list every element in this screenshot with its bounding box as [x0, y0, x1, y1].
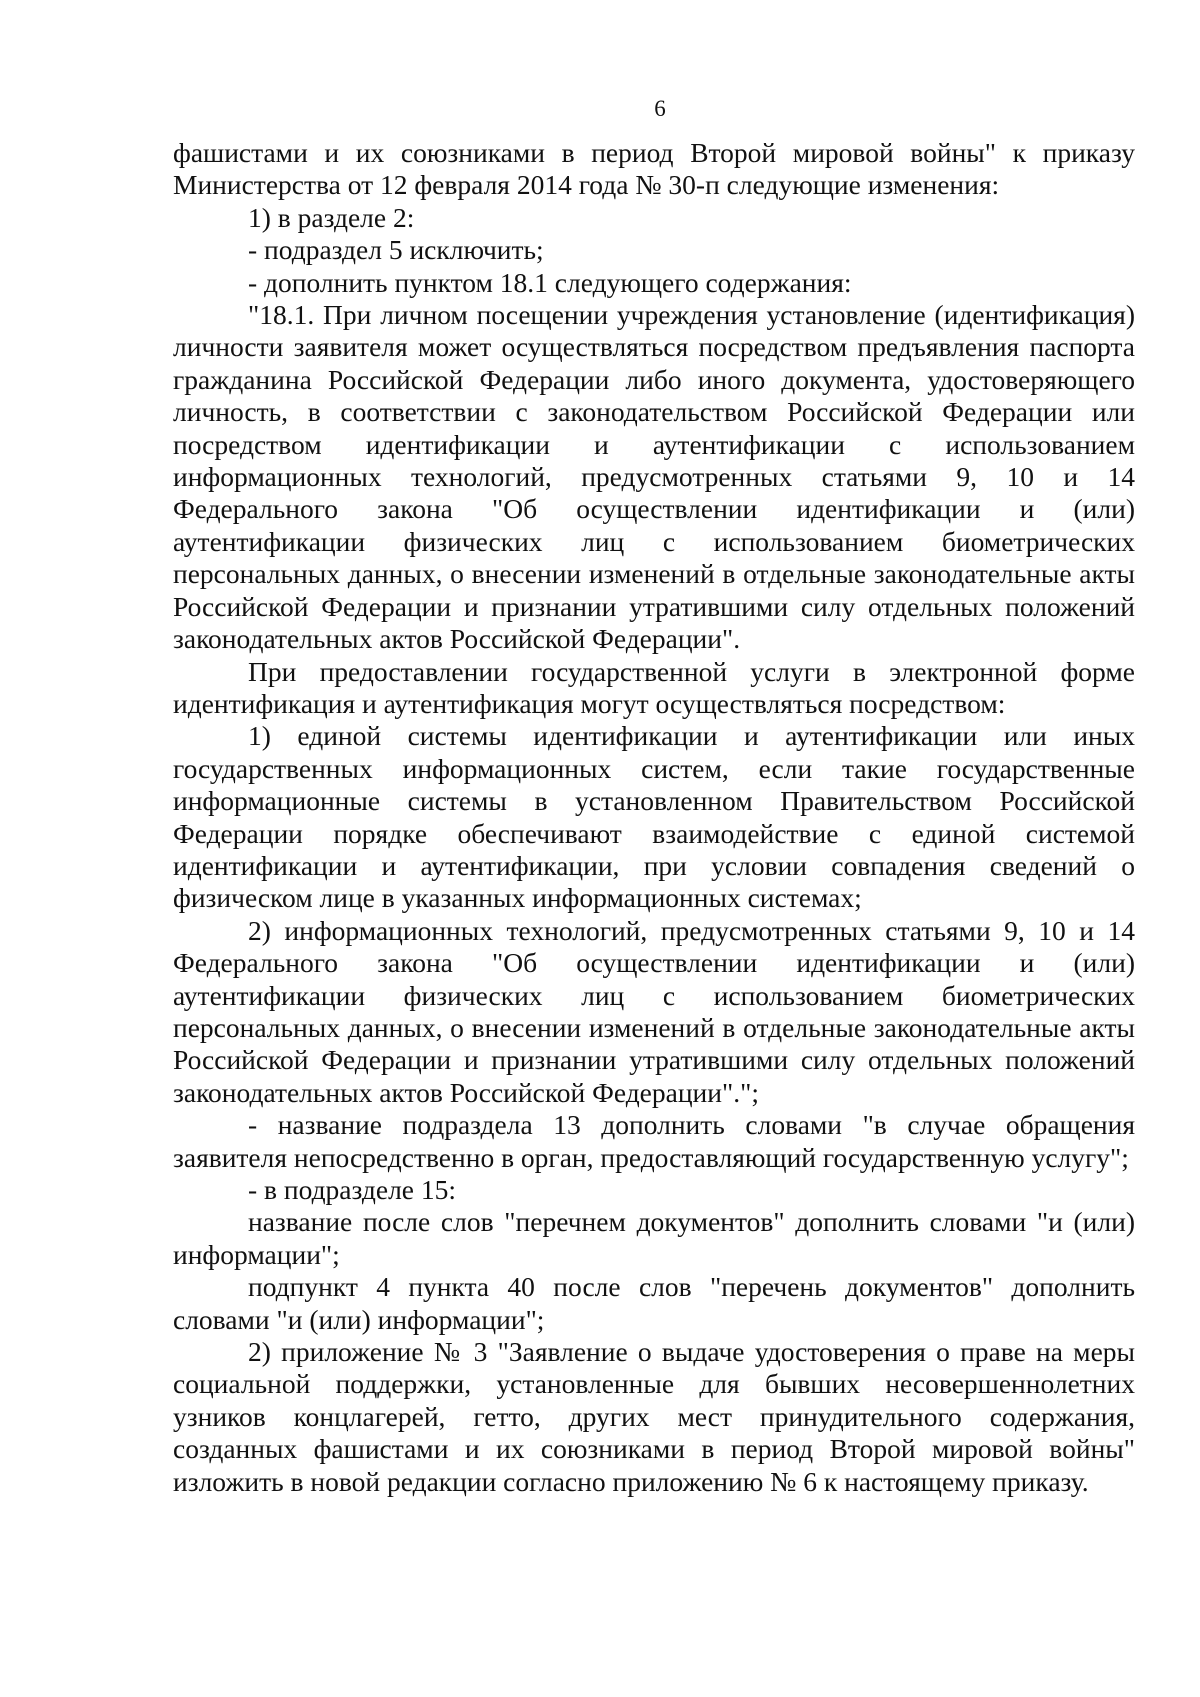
- paragraph: 1) единой системы идентификации и аутентификации или иных государственных информационных систем, если такие государственные информационные системы в установленном Правительством Российской Федерации порядке обеспечивают взаимодействие с единой системой идентификации и аутентификации, при условии совпадения сведений о физическом лице в указанных информационных системах;: [173, 720, 1135, 914]
- paragraph: 2) информационных технологий, предусмотренных статьями 9, 10 и 14 Федерального закона "Об осуществлении идентификации и (или) аутентификации физических лиц с использованием биометрических персональных данных, о внесении изменений в отдельные законодательные акты Российской Федерации и признании утратившими силу отдельных положений законодательных актов Российской Федерации".";: [173, 914, 1135, 1108]
- paragraph: - дополнить пунктом 18.1 следующего содержания:: [248, 266, 852, 298]
- page-number: 6: [654, 96, 666, 121]
- document-body: [173, 137, 1135, 1498]
- paragraph: - подраздел 5 исключить;: [248, 234, 544, 266]
- paragraph: подпункт 4 пункта 40 после слов "перечень документов" дополнить словами "и (или) информации";: [173, 1271, 1135, 1335]
- paragraph: фашистами и их союзниками в период Второй мировой войны" к приказу Министерства от 12 февраля 2014 года № 30-п следующие изменения:: [173, 137, 1135, 201]
- paragraph: 1) в разделе 2:: [248, 201, 415, 233]
- paragraph: - название подраздела 13 дополнить словами "в случае обращения заявителя непосредственно в орган, предоставляющий государственную услугу";: [173, 1109, 1135, 1173]
- paragraph: "18.1. При личном посещении учреждения установление (идентификация) личности заявителя может осуществляться посредством предъявления паспорта гражданина Российской Федерации либо иного документа, удостоверяющего личность, в соответствии с законодательством Российской Федерации или посредством идентификации и аутентификации с использованием информационных технологий, предусмотренных статьями 9, 10 и 14 Федерального закона "Об осуществлении идентификации и (или) аутентификации физических лиц с использованием биометрических персональных данных, о внесении изменений в отдельные законодательные акты Российской Федерации и признании утратившими силу отдельных положений законодательных актов Российской Федерации".: [173, 299, 1135, 655]
- paragraph: - в подразделе 15:: [248, 1174, 457, 1205]
- paragraph: название после слов "перечнем документов" дополнить словами "и (или) информации";: [173, 1206, 1135, 1270]
- paragraph: При предоставлении государственной услуги в электронной форме идентификация и аутентификация могут осуществляться посредством:: [173, 655, 1135, 719]
- paragraph: 2) приложение № 3 "Заявление о выдаче удостоверения о праве на меры социальной поддержки, установленные для бывших несовершеннолетних узников концлагерей, гетто, других мест принудительного содержания, созданных фашистами и их союзниками в период Второй мировой войны" изложить в новой редакции согласно приложению № 6 к настоящему приказу.: [173, 1336, 1135, 1497]
